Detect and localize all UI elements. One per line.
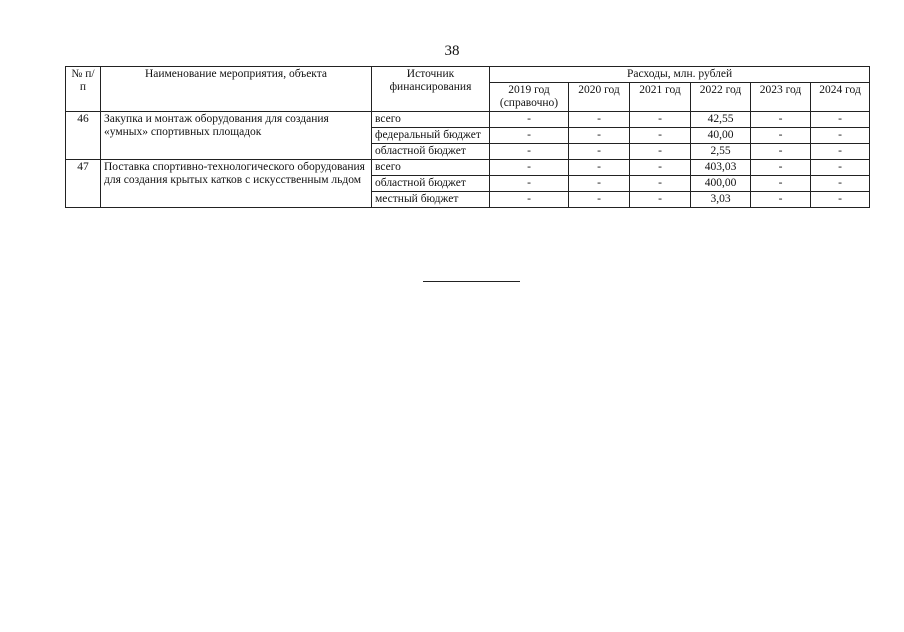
value-cell: 403,03 (691, 160, 751, 176)
value-cell: - (751, 144, 811, 160)
value-cell: - (630, 192, 691, 208)
value-cell: - (490, 128, 569, 144)
value-cell: - (630, 176, 691, 192)
item-name: Закупка и монтаж оборудования для создания «умных» спортивных площадок (101, 112, 372, 160)
header-source: Источник финансирования (372, 67, 490, 112)
value-cell: - (569, 160, 630, 176)
header-year: 2019 год (справочно) (490, 83, 569, 112)
end-rule (423, 281, 520, 282)
value-cell: 400,00 (691, 176, 751, 192)
header-year: 2023 год (751, 83, 811, 112)
value-cell: - (811, 176, 870, 192)
header-year: 2021 год (630, 83, 691, 112)
value-cell: - (630, 112, 691, 128)
value-cell: - (569, 176, 630, 192)
value-cell: 2,55 (691, 144, 751, 160)
value-cell: 42,55 (691, 112, 751, 128)
value-cell: - (490, 160, 569, 176)
value-cell: - (630, 128, 691, 144)
value-cell: - (490, 176, 569, 192)
value-cell: - (490, 112, 569, 128)
value-cell: 3,03 (691, 192, 751, 208)
value-cell: - (569, 128, 630, 144)
value-cell: - (569, 144, 630, 160)
item-name: Поставка спортивно-технологического оборудования для создания крытых катков с искусственным льдом (101, 160, 372, 208)
value-cell: - (490, 192, 569, 208)
header-name: Наименование мероприятия, объекта (101, 67, 372, 112)
value-cell: - (569, 112, 630, 128)
header-year: 2020 год (569, 83, 630, 112)
value-cell: - (751, 112, 811, 128)
item-num: 47 (66, 160, 101, 208)
table-row (66, 160, 870, 176)
expenses-table (65, 66, 870, 208)
value-cell: - (490, 144, 569, 160)
value-cell: - (751, 192, 811, 208)
value-cell: - (751, 128, 811, 144)
table-row (66, 112, 870, 128)
funding-source: всего (372, 112, 490, 128)
value-cell: - (811, 160, 870, 176)
value-cell: - (569, 192, 630, 208)
value-cell: 40,00 (691, 128, 751, 144)
value-cell: - (751, 160, 811, 176)
header-row (66, 67, 870, 83)
value-cell: - (630, 144, 691, 160)
value-cell: - (811, 144, 870, 160)
value-cell: - (811, 128, 870, 144)
value-cell: - (751, 176, 811, 192)
funding-source: федеральный бюджет (372, 128, 490, 144)
header-year: 2022 год (691, 83, 751, 112)
funding-source: областной бюджет (372, 144, 490, 160)
item-num: 46 (66, 112, 101, 160)
funding-source: всего (372, 160, 490, 176)
header-year: 2024 год (811, 83, 870, 112)
header-expenses: Расходы, млн. рублей (490, 67, 870, 83)
funding-source: местный бюджет (372, 192, 490, 208)
header-num: № п/п (66, 67, 101, 112)
value-cell: - (811, 192, 870, 208)
funding-source: областной бюджет (372, 176, 490, 192)
page-number: 38 (444, 43, 460, 59)
value-cell: - (811, 112, 870, 128)
value-cell: - (630, 160, 691, 176)
